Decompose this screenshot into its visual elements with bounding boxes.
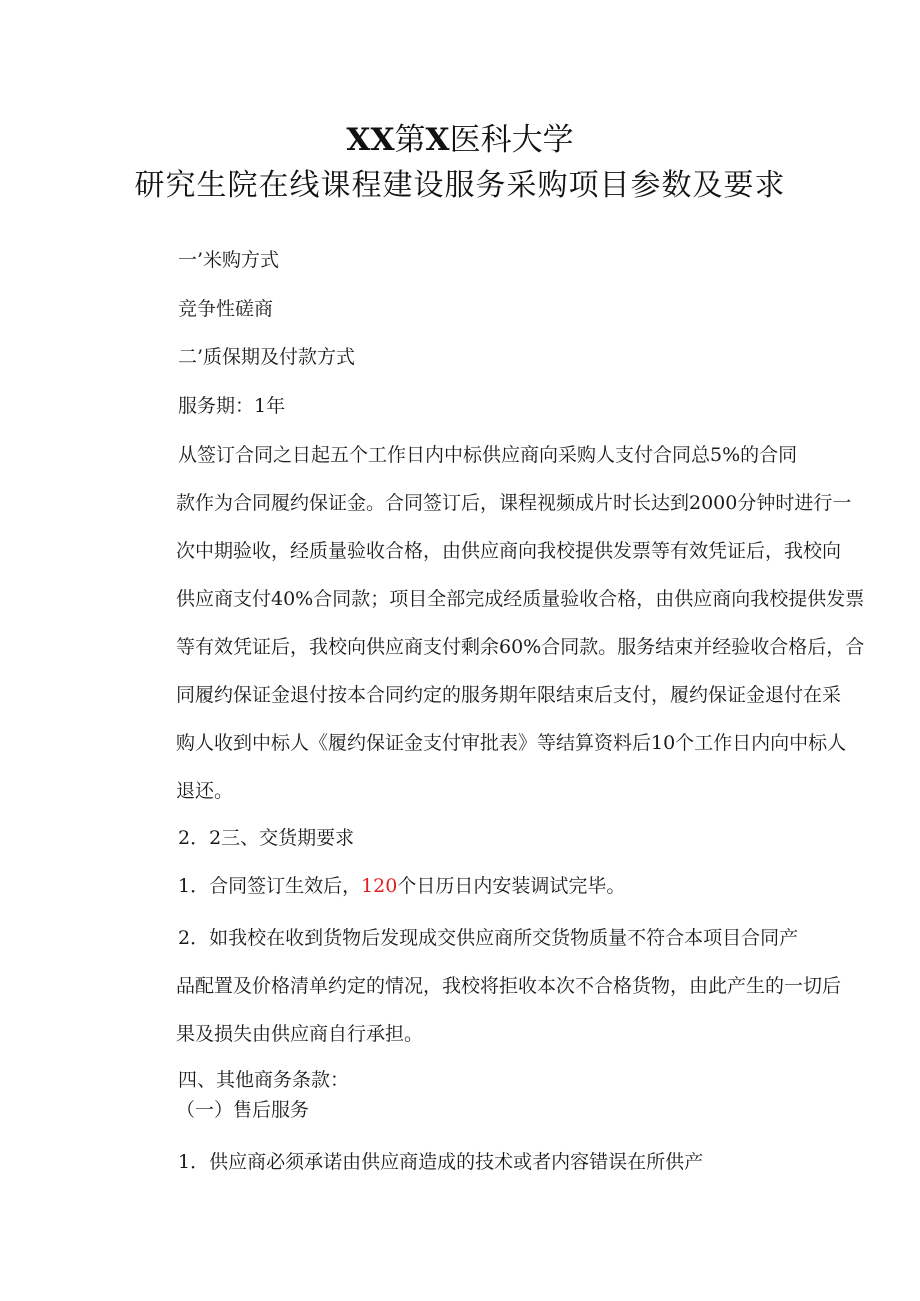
title-x: X — [425, 122, 450, 158]
after-sales-item-1: 1．供应商必须承诺由供应商造成的技术或者内容错误在所供产 — [178, 1151, 704, 1173]
delivery-item-2-line: 2．如我校在收到货物后发现成交供应商所交货物质量不符合本项目合同产 — [178, 927, 799, 949]
title-di: 第 — [394, 122, 426, 158]
delivery-item-2-line: 果及损失由供应商自行承担。 — [176, 1023, 424, 1045]
delivery-item-1-suffix: 个日历日内安装调试完毕。 — [397, 875, 626, 897]
payment-line: 退还。 — [176, 780, 234, 802]
delivery-days-highlight: 120 — [361, 875, 398, 897]
payment-line: 从签订合同之日起五个工作日内中标供应商向采购人支付合同总5%的合同 — [178, 444, 798, 466]
payment-line: 同履约保证金退付按本合同约定的服务期年限结束后支付，履约保证金退付在采 — [176, 684, 842, 706]
section-4-heading: 四、其他商务条款： — [178, 1069, 350, 1091]
section-1-body: 竞争性磋商 — [178, 298, 274, 320]
title-university: 医科大学 — [449, 122, 574, 158]
doc-title-line2: 研究生院在线课程建设服务采购项目参数及要求 — [134, 168, 786, 203]
payment-line: 购人收到中标人《履约保证金支付审批表》等结算资料后10个工作日内向中标人 — [176, 732, 847, 754]
payment-line: 供应商支付40%合同款；项目全部完成经质量验收合格，由供应商向我校提供发票 — [176, 588, 865, 610]
title-xx: XX — [346, 122, 395, 158]
doc-title-line1 — [0, 114, 920, 159]
delivery-item-2-line: 品配置及价格清单约定的情况，我校将拒收本次不合格货物，由此产生的一切后 — [176, 975, 842, 997]
section-2-service-period: 服务期：1年 — [178, 395, 286, 417]
delivery-item-1 — [178, 874, 625, 898]
section-4-subheading: （一）售后服务 — [176, 1099, 310, 1121]
section-2-heading: 二’质保期及付款方式 — [178, 346, 356, 368]
delivery-item-1-prefix: 1．合同签订生效后， — [178, 875, 362, 897]
payment-line: 款作为合同履约保证金。合同签订后，课程视频成片时长达到2000分钟时进行一 — [176, 492, 852, 514]
payment-line: 次中期验收，经质量验收合格，由供应商向我校提供发票等有效凭证后，我校向 — [176, 540, 842, 562]
section-1-heading: 一’米购方式 — [178, 249, 280, 271]
payment-line: 等有效凭证后，我校向供应商支付剩余60%合同款。服务结束并经验收合格后，合 — [176, 636, 865, 658]
section-3-heading: 2．2三、交货期要求 — [178, 827, 355, 849]
